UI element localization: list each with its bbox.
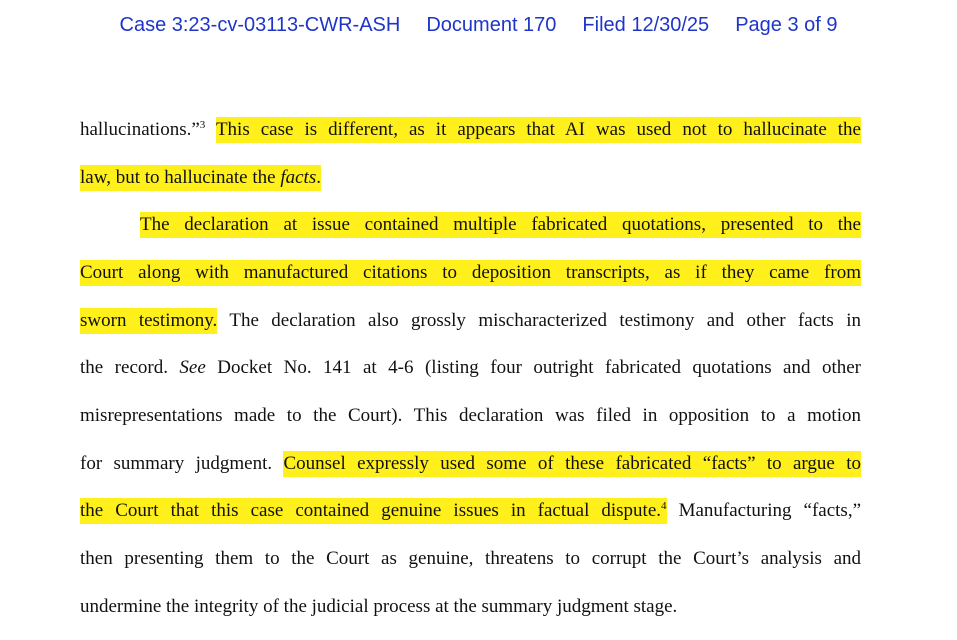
highlighted-text: the Court that this case contained genuine issues in factual dispute.$^4$ (80, 498, 667, 524)
highlighted-text: Court along with manufactured citations to deposition transcripts, as if they came from (80, 260, 861, 286)
highlighted-text: law, but to hallucinate the facts. (80, 165, 321, 191)
highlighted-text: Counsel expressly used some of these fabricated “facts” to argue to (283, 451, 861, 477)
text-line-3 (140, 213, 861, 237)
page-number: Page 3 of 9 (735, 14, 838, 36)
highlighted-text: The declaration at issue contained multiple fabricated quotations, presented to the (140, 212, 861, 238)
page-header (0, 14, 957, 37)
text-line-6: the record. See Docket No. 141 at 4-6 (listing four outright fabricated quotations and other (80, 357, 861, 378)
text-line-1: hallucinations.”$^3$ This case is different, as it appears that AI was used not to hallucinate the (80, 118, 861, 142)
footnote-ref-3: 3 (199, 119, 206, 131)
text-line-2 (80, 166, 861, 190)
highlighted-text: sworn testimony. (80, 308, 217, 334)
text-line-7: misrepresentations made to the Court). This declaration was filed in opposition to a motion (80, 405, 861, 426)
text-line-8: for summary judgment. Counsel expressly used some of these fabricated “facts” to argue to (80, 452, 861, 476)
text-line-9: the Court that this case contained genuine issues in factual dispute.$^4$ Manufacturing “facts,” (80, 499, 861, 523)
document-number: Document 170 (426, 14, 557, 36)
text-line-4 (80, 261, 861, 285)
filed-date: Filed 12/30/25 (582, 14, 710, 36)
footnote-ref-4: 4 (661, 500, 667, 512)
text-line-5: sworn testimony. The declaration also grossly mischaracterized testimony and other facts in (80, 309, 861, 333)
case-number: Case 3:23-cv-03113-CWR-ASH (119, 14, 401, 36)
text-line-10: then presenting them to the Court as genuine, threatens to corrupt the Court’s analysis and (80, 548, 861, 569)
text-line-11: undermine the integrity of the judicial process at the summary judgment stage. (80, 596, 678, 617)
highlighted-text: This case is different, as it appears that AI was used not to hallucinate the (216, 117, 861, 143)
